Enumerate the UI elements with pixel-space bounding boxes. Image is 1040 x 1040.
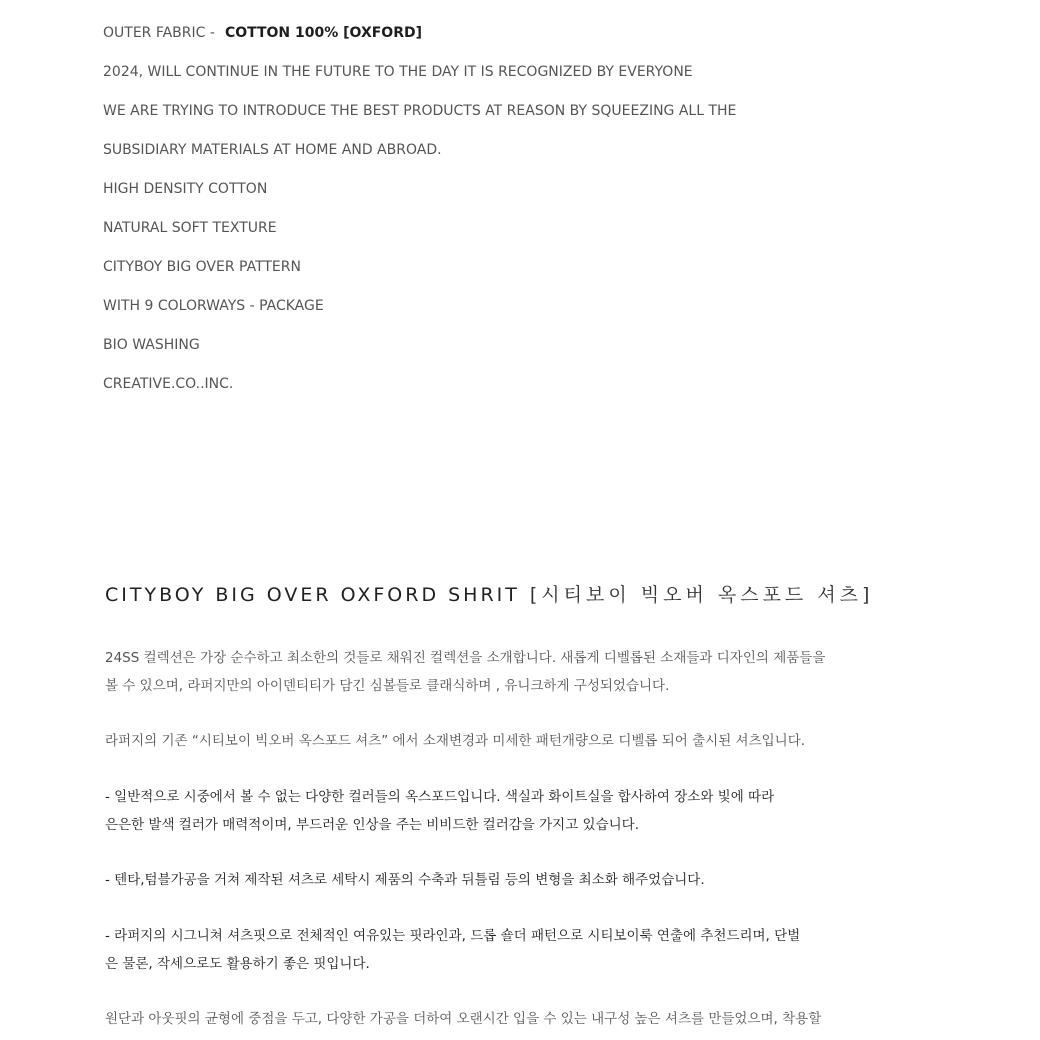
spec-line: NATURAL SOFT TEXTURE	[103, 220, 277, 236]
spec-line: WITH 9 COLORWAYS - PACKAGE	[103, 298, 324, 314]
feature-point-1b: 은은한 발색 컬러가 매력적이며, 부드러운 인상을 주는 비비드한 컬러감을 가지고 있습니다.	[105, 817, 640, 833]
feature-point-2: - 텐타,텀블가공을 거쳐 제작된 셔츠로 세탁시 제품의 수축과 뒤틀림 등의 변형을 최소화 해주었습니다.	[105, 872, 705, 888]
fabric-value: COTTON 100% [OXFORD]	[224, 25, 423, 41]
spec-line: BIO WASHING	[103, 337, 200, 353]
fabric-spec	[103, 22, 736, 61]
intro-line-3: 라퍼지의 기존 “시티보이 빅오버 옥스포드 셔츠” 에서 소재변경과 미세한 패턴개량으로 디벨롭 되어 출시된 셔츠입니다.	[105, 733, 806, 749]
feature-point-3a: - 라퍼지의 시그니쳐 셔츠핏으로 전체적인 여유있는 핏라인과, 드롭 숄더 패턴으로 시티보이룩 연출에 추천드리며, 단벌	[105, 928, 801, 944]
intro-line-1: 24SS 컬렉션은 가장 순수하고 최소한의 것들로 채워진 컬렉션을 소개합니다. 새롭게 디벨롭된 소재들과 디자인의 제품들을	[105, 650, 826, 666]
spec-line: WE ARE TRYING TO INTRODUCE THE BEST PRODUCTS AT REASON BY SQUEEZING ALL THE	[103, 103, 737, 119]
fabric-label: OUTER FABRIC -	[103, 25, 215, 41]
feature-point-3b: 은 물론, 작세으로도 활용하기 좋은 핏입니다.	[105, 956, 370, 972]
product-title	[105, 580, 873, 607]
spec-list	[103, 22, 736, 412]
spec-line: 2024, WILL CONTINUE IN THE FUTURE TO THE DAY IT IS RECOGNIZED BY EVERYONE	[103, 64, 693, 80]
feature-point-1a: - 일반적으로 시중에서 볼 수 없는 다양한 컬러들의 옥스포드입니다. 색실과 화이트실을 합사하여 장소와 빛에 따라	[105, 789, 775, 805]
spec-line: SUBSIDIARY MATERIALS AT HOME AND ABROAD.	[103, 142, 442, 158]
product-title-en: CITYBOY BIG OVER OXFORD SHRIT	[105, 584, 520, 606]
closing-line: 원단과 아웃핏의 균형에 중점을 두고, 다양한 가공을 더하여 오랜시간 입을 수 있는 내구성 높은 셔츠를 만들었으며, 착용할	[105, 1011, 822, 1027]
spec-line: CITYBOY BIG OVER PATTERN	[103, 259, 301, 275]
spec-line: HIGH DENSITY COTTON	[103, 181, 268, 197]
spec-line: CREATIVE.CO..INC.	[103, 376, 234, 392]
product-title-ko: [시티보이 빅오버 옥스포드 셔츠]	[529, 584, 874, 606]
intro-line-2: 볼 수 있으며, 라퍼지만의 아이덴티티가 담긴 심볼들로 클래식하며 , 유니크하게 구성되었습니다.	[105, 678, 670, 694]
